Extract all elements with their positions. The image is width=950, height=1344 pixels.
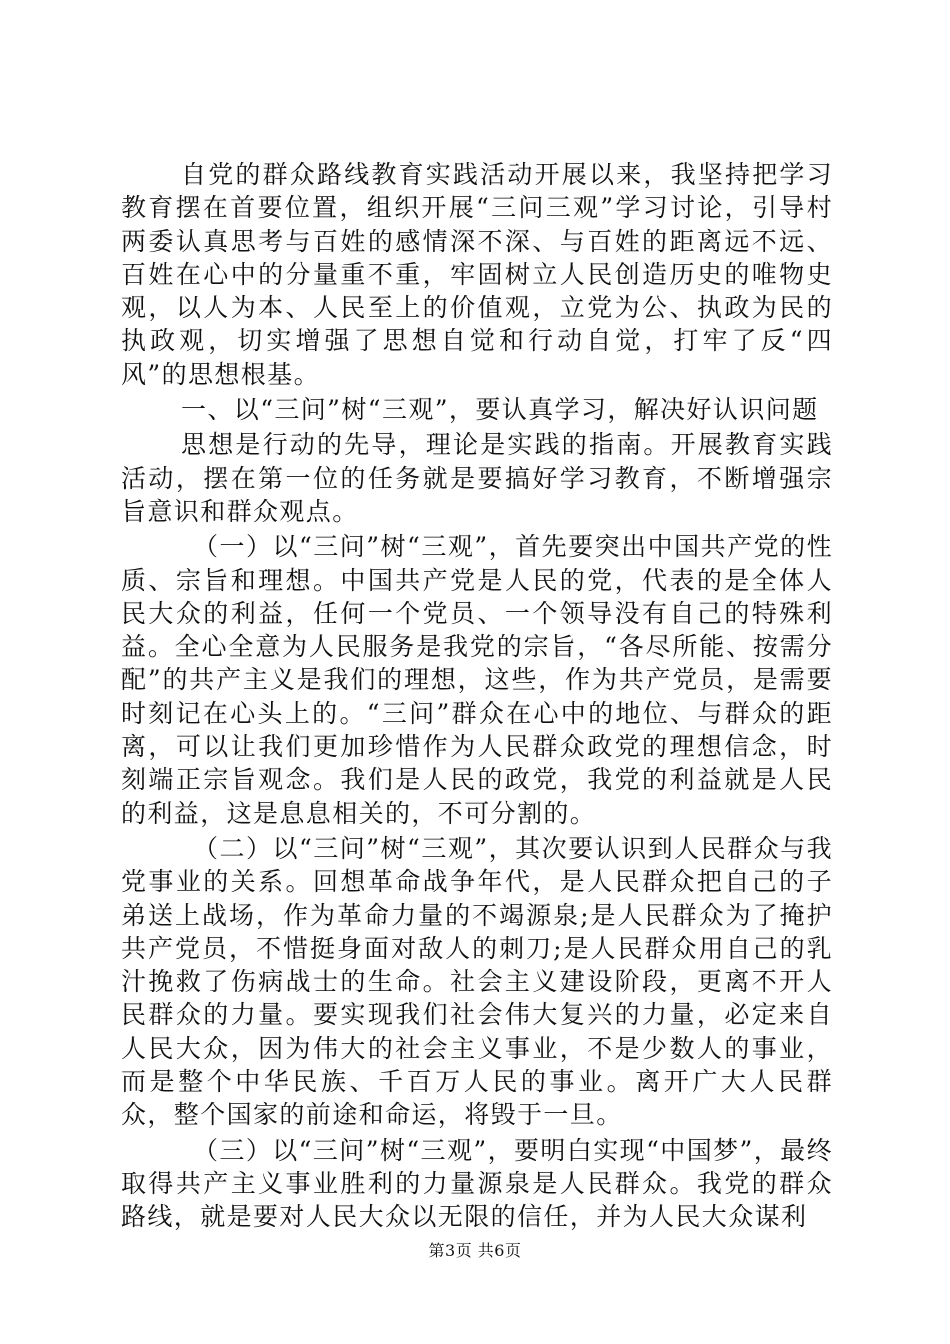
body-paragraph: 思想是行动的先导，理论是实践的指南。开展教育实践活动，摆在第一位的任务就是要搞好学习教育，不断增强宗旨意识和群众观点。	[121, 430, 833, 526]
subsection-paragraph-2: （二）以“三问”树“三观”，其次要认识到人民群众与我党事业的关系。回想革命战争年代，是人民群众把自己的子弟送上战场，作为革命力量的不竭源泉;是人民群众为了掩护共产党员，不惜挺身面对敌人的刺刀;是人民群众用自己的乳汁挽救了伤病战士的生命。社会主义建设阶段，更离不开人民群众的力量。要实现我们社会伟大复兴的力量，必定来自人民大众，因为伟大的社会主义事业，不是少数人的事业，而是整个中华民族、千百万人民的事业。离开广大人民群众，整个国家的前途和命运，将毁于一旦。	[121, 833, 833, 1130]
section-heading: 一、以“三问”树“三观”，要认真学习，解决好认识问题	[181, 395, 819, 425]
page-footer: 第3页 共6页	[428, 1241, 522, 1260]
subsection-paragraph-1: （一）以“三问”树“三观”，首先要突出中国共产党的性质、宗旨和理想。中国共产党是人民的党，代表的是全体人民大众的利益，任何一个党员、一个领导没有自己的特殊利益。全心全意为人民服务是我党的宗旨，“各尽所能、按需分配”的共产主义是我们的理想，这些，作为共产党员，是需要时刻记在心头上的。“三问”群众在心中的地位、与群众的距离，可以让我们更加珍惜作为人民群众政党的理想信念，时刻端正宗旨观念。我们是人民的政党，我党的利益就是人民的利益，这是息息相关的，不可分割的。	[121, 532, 833, 828]
subsection-paragraph-3: （三）以“三问”树“三观”，要明白实现“中国梦”，最终取得共产主义事业胜利的力量源泉是人民群众。我党的群众路线，就是要对人民大众以无限的信任，并为人民大众谋利	[121, 1135, 833, 1232]
document-body	[121, 158, 833, 1234]
intro-paragraph: 自党的群众路线教育实践活动开展以来，我坚持把学习教育摆在首要位置，组织开展“三问三观”学习讨论，引导村两委认真思考与百姓的感情深不深、与百姓的距离远不远、百姓在心中的分量重不重，牢固树立人民创造历史的唯物史观，以人为本、人民至上的价值观，立党为公、执政为民的执政观，切实增强了思想自觉和行动自觉，打牢了反“四风”的思想根基。	[121, 160, 833, 389]
